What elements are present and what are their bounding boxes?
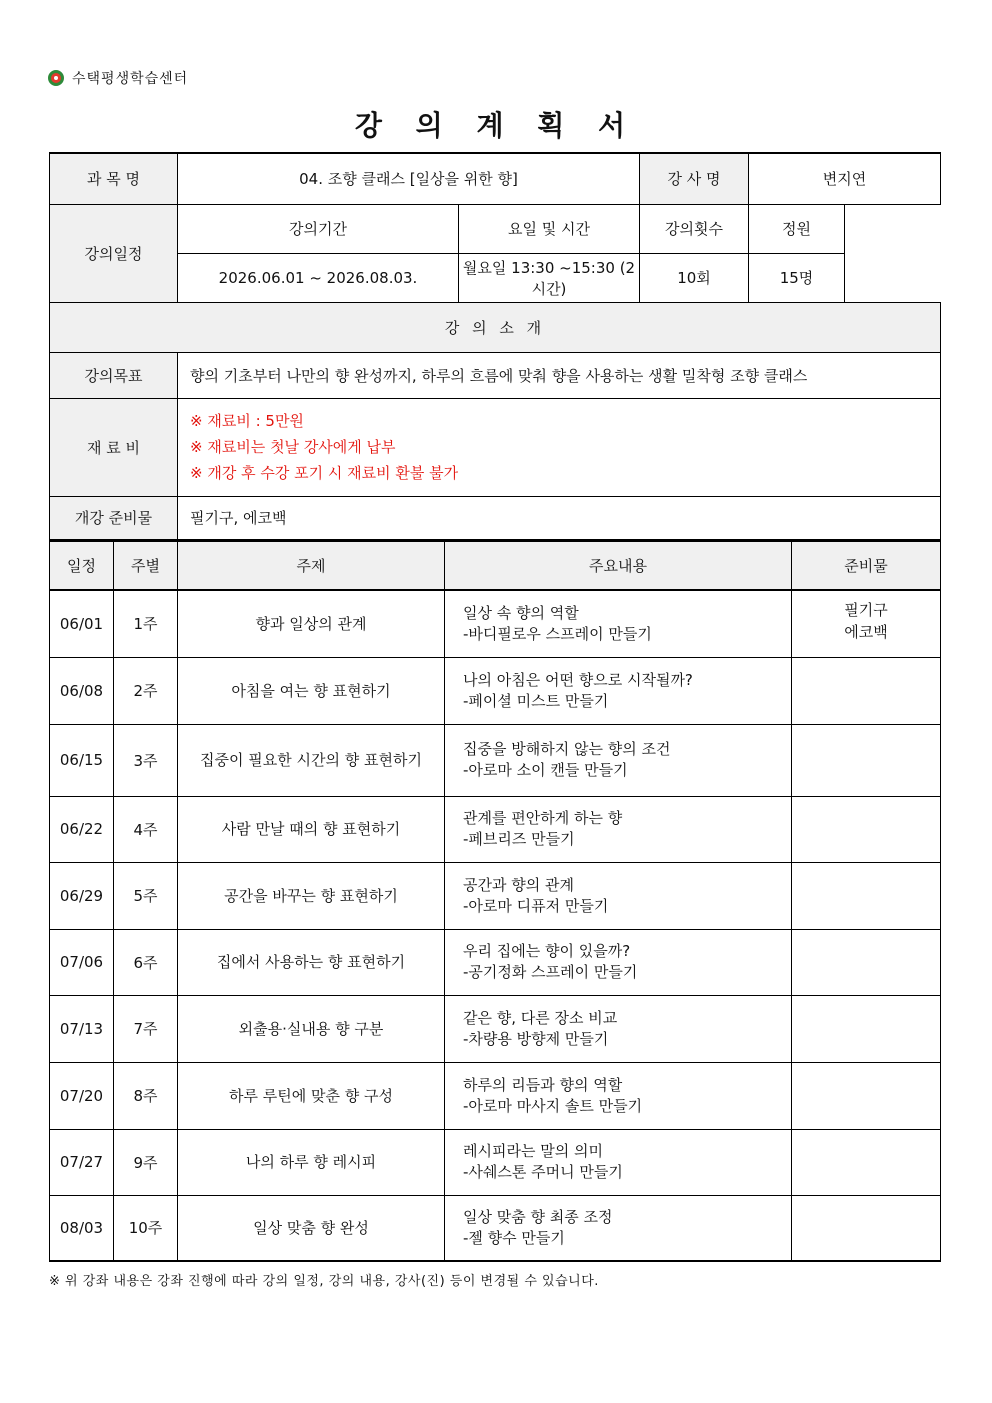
header-date: 일정	[50, 541, 114, 590]
row-prep	[792, 724, 941, 796]
row-content-line: -공기정화 스프레이 만들기	[463, 963, 638, 981]
center-logo-icon	[48, 70, 64, 86]
row-content-line: -아로마 마사지 솔트 만들기	[463, 1096, 643, 1115]
row-content-line: -차량용 방향제 만들기	[463, 1029, 609, 1048]
capacity-label: 정원	[749, 204, 845, 253]
row-week: 2주	[114, 657, 178, 724]
row-content-line: 같은 향, 다른 장소 비교	[463, 1008, 618, 1027]
row-week: 4주	[114, 796, 178, 862]
row-content	[445, 1129, 792, 1195]
table-row	[50, 657, 941, 724]
row-content-line: -페브리즈 만들기	[463, 830, 575, 848]
row-prep	[792, 995, 941, 1062]
row-date: 06/08	[50, 657, 114, 724]
row-content-line: 집중을 방해하지 않는 향의 조건	[463, 740, 671, 758]
schedule-header-row	[50, 541, 941, 590]
row-topic: 외출용·실내용 향 구분	[178, 995, 445, 1062]
row-content-line: 우리 집에는 향이 있을까?	[463, 942, 631, 960]
row-topic: 아침을 여는 향 표현하기	[178, 657, 445, 724]
row-date: 06/29	[50, 862, 114, 929]
row-content	[445, 796, 792, 862]
prep-value: 필기구, 에코백	[178, 496, 941, 540]
table-row	[50, 1129, 941, 1195]
day-time-label: 요일 및 시간	[459, 204, 640, 253]
row-content-line: 일상 맞춤 향 최종 조정	[463, 1207, 613, 1226]
row-content-line: 하루의 리듬과 향의 역할	[463, 1075, 623, 1094]
row-content-line: 레시피라는 말의 의미	[463, 1142, 603, 1160]
row-content	[445, 657, 792, 724]
material-note: ※ 재료비는 첫날 강사에게 납부	[190, 438, 396, 456]
capacity-value: 15명	[749, 253, 845, 302]
header-topic: 주제	[178, 541, 445, 590]
row-content	[445, 1062, 792, 1129]
row-topic: 집중이 필요한 시간의 향 표현하기	[178, 724, 445, 796]
row-date: 06/15	[50, 724, 114, 796]
subject-value: 04. 조향 클래스 [일상을 위한 향]	[178, 153, 640, 204]
subject-label: 과 목 명	[50, 153, 178, 204]
row-week: 8주	[114, 1062, 178, 1129]
row-prep	[792, 1062, 941, 1129]
row-content-line: 나의 아침은 어떤 향으로 시작될까?	[463, 670, 693, 689]
row-date: 06/01	[50, 590, 114, 657]
schedule-table	[49, 540, 941, 1262]
row-week: 5주	[114, 862, 178, 929]
row-topic: 집에서 사용하는 향 표현하기	[178, 929, 445, 995]
course-info-table	[49, 152, 941, 541]
row-content	[445, 1195, 792, 1261]
row-week: 10주	[114, 1195, 178, 1261]
header-content: 주요내용	[445, 541, 792, 590]
row-topic: 나의 하루 향 레시피	[178, 1129, 445, 1195]
prep-label: 개강 준비물	[50, 496, 178, 540]
instructor-label: 강 사 명	[640, 153, 749, 204]
row-week: 9주	[114, 1129, 178, 1195]
table-row	[50, 1062, 941, 1129]
row-content-line: -젤 향수 만들기	[463, 1228, 565, 1247]
sessions-label: 강의횟수	[640, 204, 749, 253]
row-week: 6주	[114, 929, 178, 995]
day-time-value: 월요일 13:30 ~15:30 (2시간)	[459, 253, 640, 302]
row-content	[445, 862, 792, 929]
row-week: 3주	[114, 724, 178, 796]
intro-header: 강 의 소 개	[50, 302, 941, 352]
row-content-line: -사쉐스톤 주머니 만들기	[463, 1163, 623, 1181]
material-notes	[178, 398, 941, 496]
table-row	[50, 1195, 941, 1261]
row-topic: 사람 만날 때의 향 표현하기	[178, 796, 445, 862]
row-topic: 일상 맞춤 향 완성	[178, 1195, 445, 1261]
row-prep	[792, 590, 941, 657]
row-content-line: -페이셜 미스트 만들기	[463, 691, 609, 710]
org-header	[48, 68, 188, 88]
row-content-line: -아로마 디퓨저 만들기	[463, 896, 609, 915]
row-topic: 향과 일상의 관계	[178, 590, 445, 657]
row-prep-line: 에코백	[844, 623, 888, 641]
org-name: 수택평생학습센터	[72, 71, 189, 87]
row-prep	[792, 1129, 941, 1195]
period-value: 2026.06.01 ~ 2026.08.03.	[178, 253, 459, 302]
row-prep	[792, 657, 941, 724]
row-date: 07/06	[50, 929, 114, 995]
schedule-label: 강의일정	[50, 204, 178, 302]
row-prep	[792, 1195, 941, 1261]
row-prep-line: 필기구	[844, 601, 888, 619]
sessions-value: 10회	[640, 253, 749, 302]
row-content-line: 공간과 향의 관계	[463, 875, 574, 894]
row-content-line: -아로마 소이 캔들 만들기	[463, 761, 628, 779]
table-row	[50, 724, 941, 796]
table-row	[50, 590, 941, 657]
row-date: 07/13	[50, 995, 114, 1062]
table-row	[50, 796, 941, 862]
material-note: ※ 개강 후 수강 포기 시 재료비 환불 불가	[190, 464, 459, 482]
footnote: ※ 위 강좌 내용은 강좌 진행에 따라 강의 일정, 강의 내용, 강사(진) 등이 변경될 수 있습니다.	[49, 1274, 599, 1289]
row-topic: 공간을 바꾸는 향 표현하기	[178, 862, 445, 929]
row-date: 07/20	[50, 1062, 114, 1129]
table-row	[50, 995, 941, 1062]
row-date: 06/22	[50, 796, 114, 862]
row-content-line: -바디필로우 스프레이 만들기	[463, 624, 652, 643]
goal-value: 향의 기초부터 나만의 향 완성까지, 하루의 흐름에 맞춰 향을 사용하는 생활 밀착형 조향 클래스	[178, 352, 941, 398]
row-week: 1주	[114, 590, 178, 657]
row-content	[445, 590, 792, 657]
header-week: 주별	[114, 541, 178, 590]
row-content	[445, 929, 792, 995]
table-row	[50, 929, 941, 995]
table-row	[50, 862, 941, 929]
header-prep: 준비물	[792, 541, 941, 590]
instructor-value: 변지연	[749, 153, 941, 204]
material-label: 재 료 비	[50, 398, 178, 496]
material-note: ※ 재료비 : 5만원	[190, 412, 304, 430]
row-content-line: 일상 속 향의 역할	[463, 603, 579, 622]
row-prep	[792, 929, 941, 995]
period-label: 강의기간	[178, 204, 459, 253]
row-date: 07/27	[50, 1129, 114, 1195]
goal-label: 강의목표	[50, 352, 178, 398]
row-week: 7주	[114, 995, 178, 1062]
row-content	[445, 995, 792, 1062]
row-content-line: 관계를 편안하게 하는 향	[463, 809, 623, 827]
row-topic: 하루 루틴에 맞춘 향 구성	[178, 1062, 445, 1129]
row-date: 08/03	[50, 1195, 114, 1261]
row-prep	[792, 862, 941, 929]
row-prep	[792, 796, 941, 862]
page-title: 강 의 계 획 서	[354, 109, 638, 142]
row-content	[445, 724, 792, 796]
